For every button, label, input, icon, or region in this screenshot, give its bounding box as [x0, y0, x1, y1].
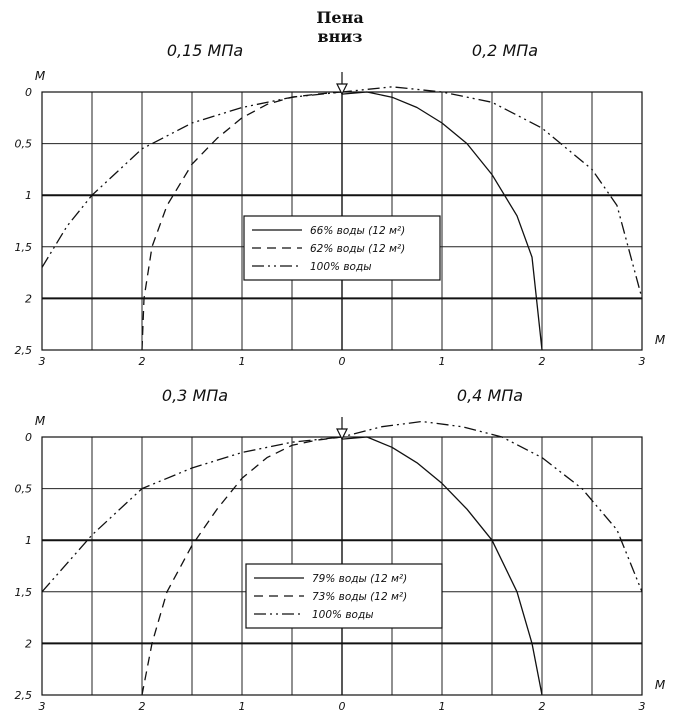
y-axis-label: М	[34, 69, 46, 83]
panel-title-right: 0,2 МПа	[471, 41, 539, 60]
x-tick-label: 1	[438, 355, 446, 368]
legend-label: 100% воды	[312, 609, 374, 621]
legend-label: 66% воды (12 м²)	[310, 225, 406, 237]
header-line1: Пена	[316, 8, 364, 27]
legend-label: 100% воды	[310, 261, 372, 273]
x-tick-label: 1	[238, 700, 246, 713]
y-tick-label: 0,5	[14, 482, 32, 496]
y-tick-label: 2,5	[14, 689, 32, 702]
y-tick-label: 1	[25, 534, 32, 548]
y-tick-label: 1,5	[14, 240, 32, 254]
x-tick-label: 3	[638, 700, 646, 713]
y-axis-label: М	[34, 414, 46, 428]
y-tick-label: 0	[25, 86, 32, 99]
y-tick-label: 1	[25, 189, 32, 203]
y-tick-label: 2	[25, 637, 32, 651]
x-tick-label: 0	[338, 700, 346, 713]
x-tick-label: 3	[38, 355, 46, 368]
chart-panel-bottom	[15, 386, 666, 713]
x-tick-label: 1	[438, 700, 446, 713]
x-axis-label: М	[654, 678, 666, 692]
x-tick-label: 1	[238, 355, 246, 368]
legend-label: 73% воды (12 м²)	[312, 591, 408, 603]
x-tick-label: 2	[538, 355, 546, 368]
y-tick-label: 2,5	[14, 344, 32, 357]
panel-title-left: 0,15 МПа	[166, 41, 244, 60]
x-tick-label: 2	[138, 700, 146, 713]
y-tick-label: 2	[25, 292, 32, 306]
x-axis-label: М	[654, 333, 666, 347]
y-tick-label: 0,5	[14, 137, 32, 151]
legend-label: 62% воды (12 м²)	[310, 243, 406, 255]
x-tick-label: 3	[38, 700, 46, 713]
x-tick-label: 0	[338, 355, 346, 368]
x-tick-label: 2	[138, 355, 146, 368]
y-tick-label: 1,5	[14, 585, 32, 599]
x-tick-label: 3	[638, 355, 646, 368]
x-tick-label: 2	[538, 700, 546, 713]
chart-panel-top	[15, 41, 666, 368]
panel-title-right: 0,4 МПа	[456, 386, 524, 405]
y-tick-label: 0	[25, 431, 32, 444]
legend-label: 79% воды (12 м²)	[312, 573, 408, 585]
panel-title-left: 0,3 МПа	[161, 386, 229, 405]
header-line2: вниз	[317, 27, 363, 46]
